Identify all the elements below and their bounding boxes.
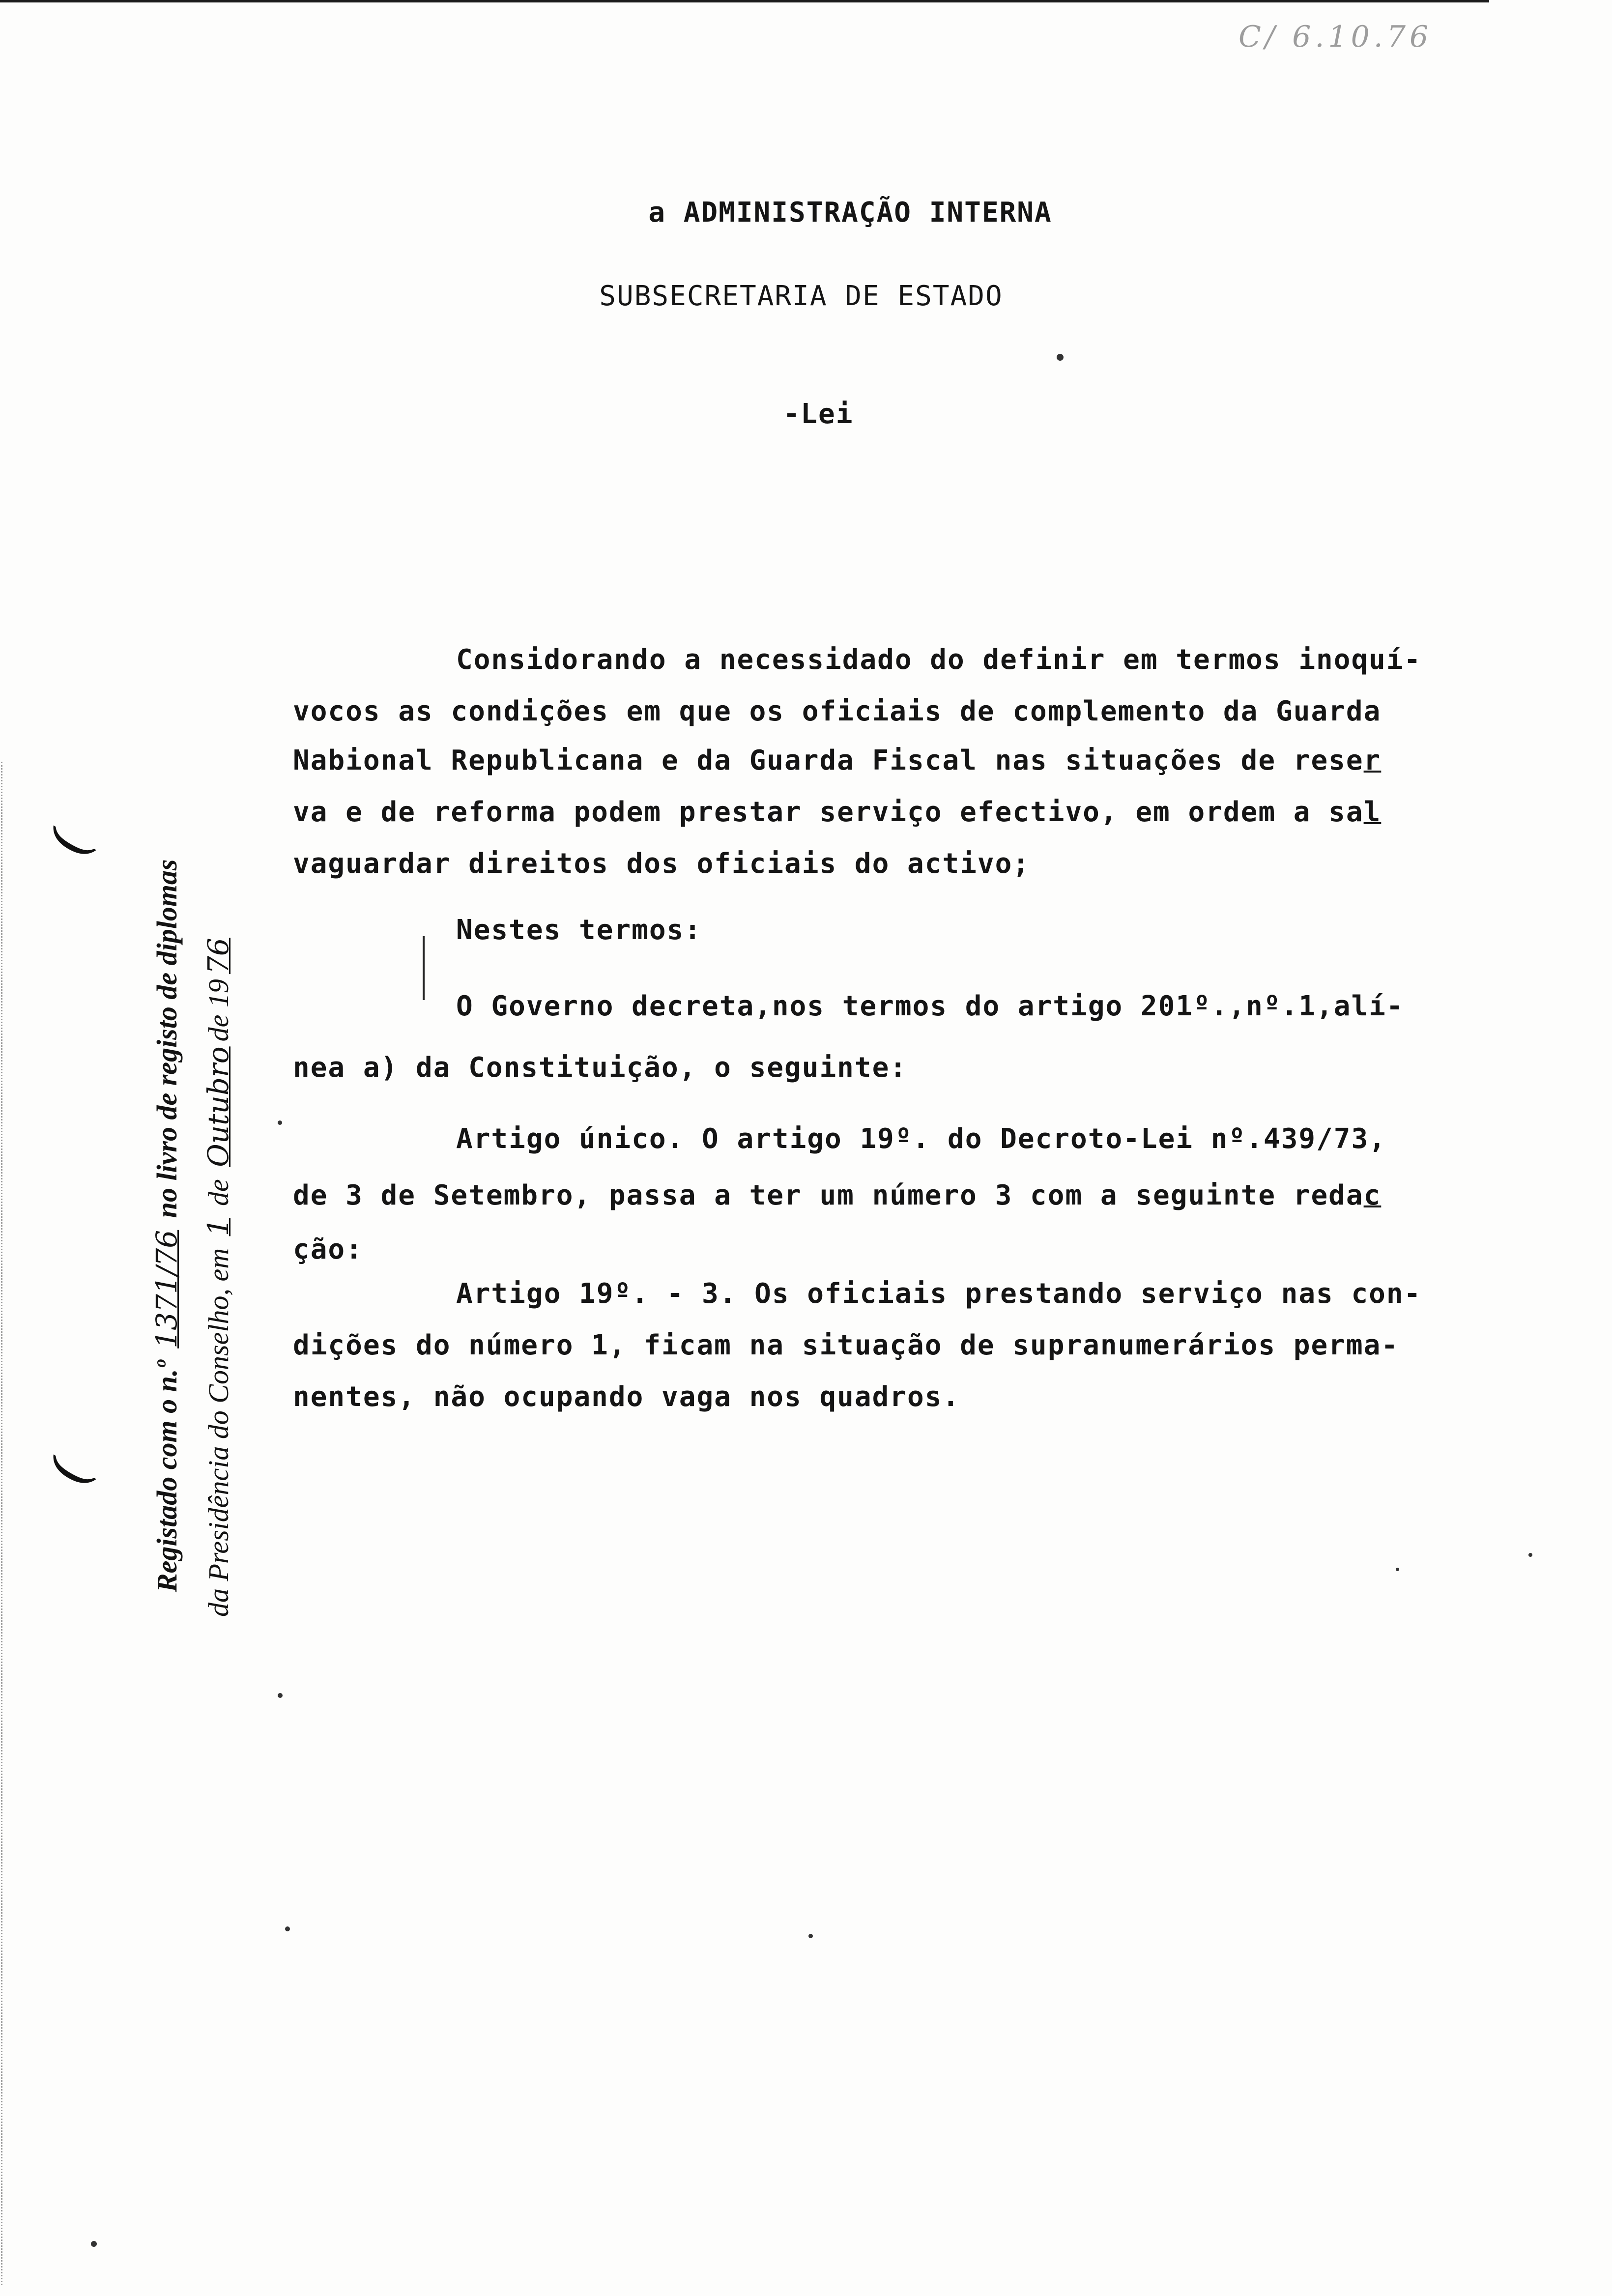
registration-month: Outubro xyxy=(202,1046,235,1167)
registration-day: 1 xyxy=(202,1218,235,1236)
article-unico-line-2: de 3 de Setembro, passa a ter um número 3 com a seguinte redac xyxy=(293,1179,1382,1211)
preamble-line-4: va e de reforma podem prestar serviço efectivo, em ordem a sal xyxy=(293,796,1382,828)
preamble-line-5: vaguardar direitos dos oficiais do activo; xyxy=(293,848,1031,880)
margin-bracket-mark: ( xyxy=(37,817,102,867)
preamble-line-2: vocos as condições em que os oficiais de complemento da Guarda xyxy=(293,695,1382,727)
article-19-line-2: dições do número 1, ficam na situação de supranumerários perma- xyxy=(293,1329,1399,1361)
nestes-termos-line: Nestes termos: xyxy=(456,914,702,946)
scan-speck xyxy=(1528,1553,1532,1557)
article-19-line-3: nentes, não ocupando vaga nos quadros. xyxy=(293,1381,960,1413)
scan-speck xyxy=(808,1934,813,1938)
article-19-line-1: Artigo 19º. - 3. Os oficiais prestando serviço nas con- xyxy=(456,1278,1422,1310)
left-edge-marks xyxy=(1,762,5,2285)
scan-speck xyxy=(285,1926,290,1931)
registration-number: 1371/76 xyxy=(150,1230,183,1349)
registration-stamp-line-2: da Presidência do Conselho, em 1 de Outubrode 1976 xyxy=(202,933,235,1617)
scan-speck xyxy=(1057,354,1064,361)
margin-stroke xyxy=(423,936,425,1000)
document-type-heading: -Lei xyxy=(783,398,854,430)
scan-speck xyxy=(278,1120,282,1125)
preamble-line-1: Considorando a necessidado do definir em termos inoquí- xyxy=(456,644,1422,676)
registration-stamp-line-1: Registado com o n.º 1371/76 no livro de registo de diplomas xyxy=(150,859,183,1592)
ministry-heading: a ADMINISTRAÇÃO INTERNA xyxy=(648,197,1052,229)
decree-line-1: O Governo decreta,nos termos do artigo 201º.,nº.1,alí- xyxy=(456,990,1404,1022)
scan-speck xyxy=(91,2241,97,2247)
margin-bracket-mark: ( xyxy=(37,1446,102,1496)
scan-speck xyxy=(1396,1568,1399,1571)
top-border-rule xyxy=(0,0,1489,2)
registration-year: 76 xyxy=(202,938,235,975)
article-unico-line-3: ção: xyxy=(293,1234,363,1265)
article-unico-line-1: Artigo único. O artigo 19º. do Decroto-Lei nº.439/73, xyxy=(456,1123,1386,1155)
corner-annotation: C/ 6.10.76 xyxy=(1238,20,1433,54)
office-heading: SUBSECRETARIA DE ESTADO xyxy=(599,280,1003,312)
decree-line-2: nea a) da Constituição, o seguinte: xyxy=(293,1052,908,1084)
scan-speck xyxy=(278,1693,283,1698)
preamble-line-3: Nabional Republicana e da Guarda Fiscal nas situações de reser xyxy=(293,745,1382,776)
